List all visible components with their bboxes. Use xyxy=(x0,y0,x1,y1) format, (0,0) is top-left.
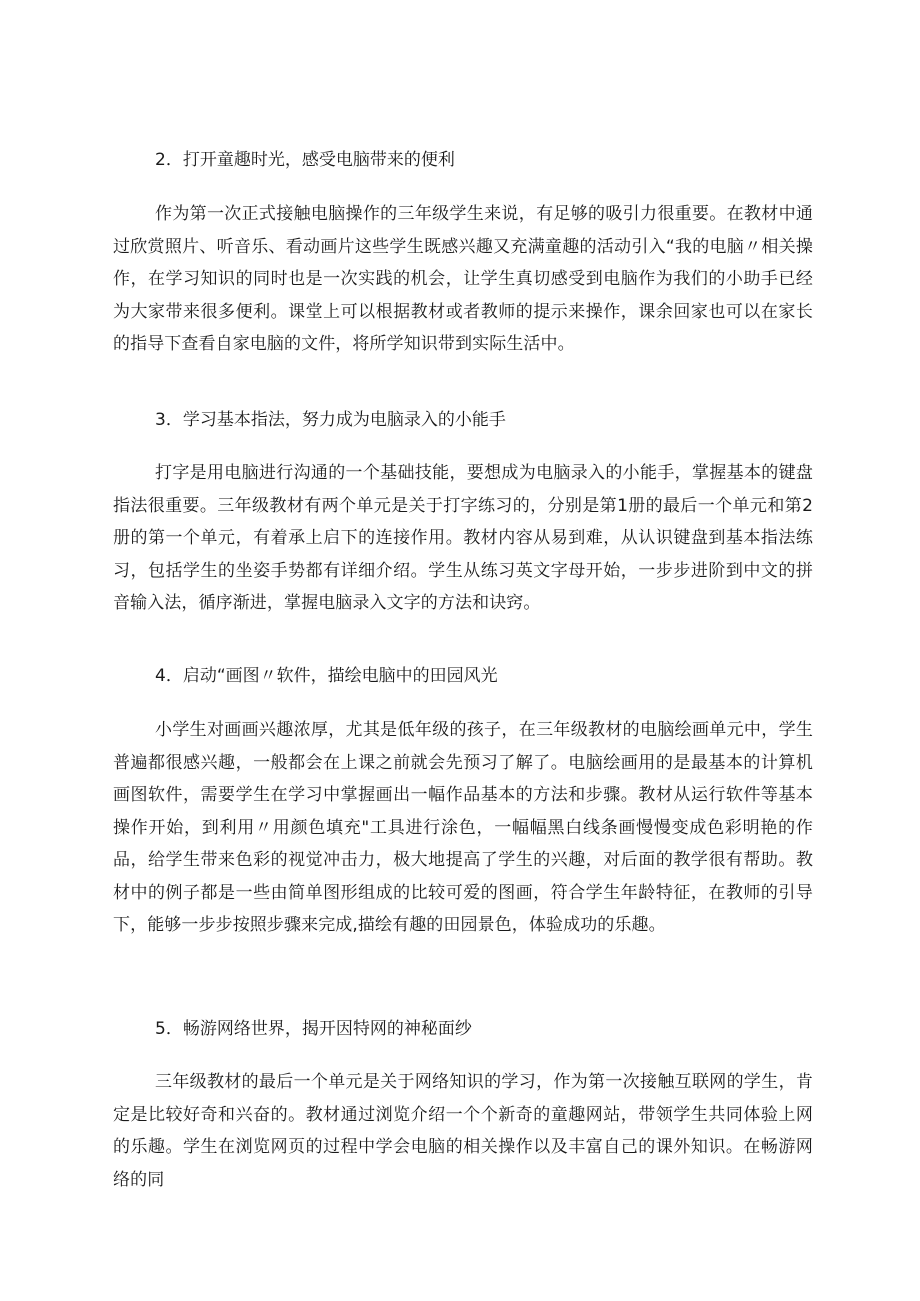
section-heading-2: 2．打开童趣时光，感受电脑带来的便利 xyxy=(155,150,455,170)
section-heading-3: 3．学习基本指法，努力成为电脑录入的小能手 xyxy=(155,410,506,430)
section-paragraph-5: 三年级教材的最后一个单元是关于网络知识的学习，作为第一次接触互联网的学生，肯定是比较好奇和兴奋的。教材通过浏览介绍一个个新奇的童趣网站，带领学生共同体验上网的乐趣。学生在浏览网页的过程中学会电脑的相关操作以及丰富自己的课外知识。在畅游网络的同 xyxy=(113,1072,813,1190)
section-paragraph-4: 小学生对画画兴趣浓厚，尤其是低年级的孩子，在三年级教材的电脑绘画单元中，学生普遍都很感兴趣，一般都会在上课之前就会先预习了解了。电脑绘画用的是最基本的计算机画图软件，需要学生在学习中掌握画出一幅作品基本的方法和步骤。教材从运行软件等基本操作开始，到利用〃用颜色填充"工具进行涂色，一幅幅黑白线条画慢慢变成色彩明艳的作品，给学生带来色彩的视觉冲击力，极大地提高了学生的兴趣，对后面的教学很有帮助。教材中的例子都是一些由简单图形组成的比较可爱的图画，符合学生年龄特征，在教师的引导下，能够一步步按照步骤来完成,描绘有趣的田园景色，体验成功的乐趣。 xyxy=(113,720,813,935)
section-heading-4: 4．启动“画图〃软件，描绘电脑中的田园风光 xyxy=(155,666,498,686)
section-heading-5: 5．畅游网络世界，揭开因特网的神秘面纱 xyxy=(155,1019,472,1039)
section-paragraph-2: 作为第一次正式接触电脑操作的三年级学生来说，有足够的吸引力很重要。在教材中通过欣赏照片、听音乐、看动画片这些学生既感兴趣又充满童趣的活动引入“我的电脑〃相关操作，在学习知识的同时也是一次实践的机会，让学生真切感受到电脑作为我们的小助手已经为大家带来很多便利。课堂上可以根据教材或者教师的提示来操作，课余回家也可以在家长的指导下查看自家电脑的文件，将所学知识带到实际生活中。 xyxy=(113,204,813,354)
section-paragraph-3: 打字是用电脑进行沟通的一个基础技能，要想成为电脑录入的小能手，掌握基本的键盘指法很重要。三年级教材有两个单元是关于打字练习的，分别是第1册的最后一个单元和第2册的第一个单元，有着承上启下的连接作用。教材内容从易到难，从认识键盘到基本指法练习，包括学生的坐姿手势都有详细介绍。学生从练习英文字母开始，一步步进阶到中文的拼音输入法，循序渐进，掌握电脑录入文字的方法和诀窍。 xyxy=(113,463,813,613)
